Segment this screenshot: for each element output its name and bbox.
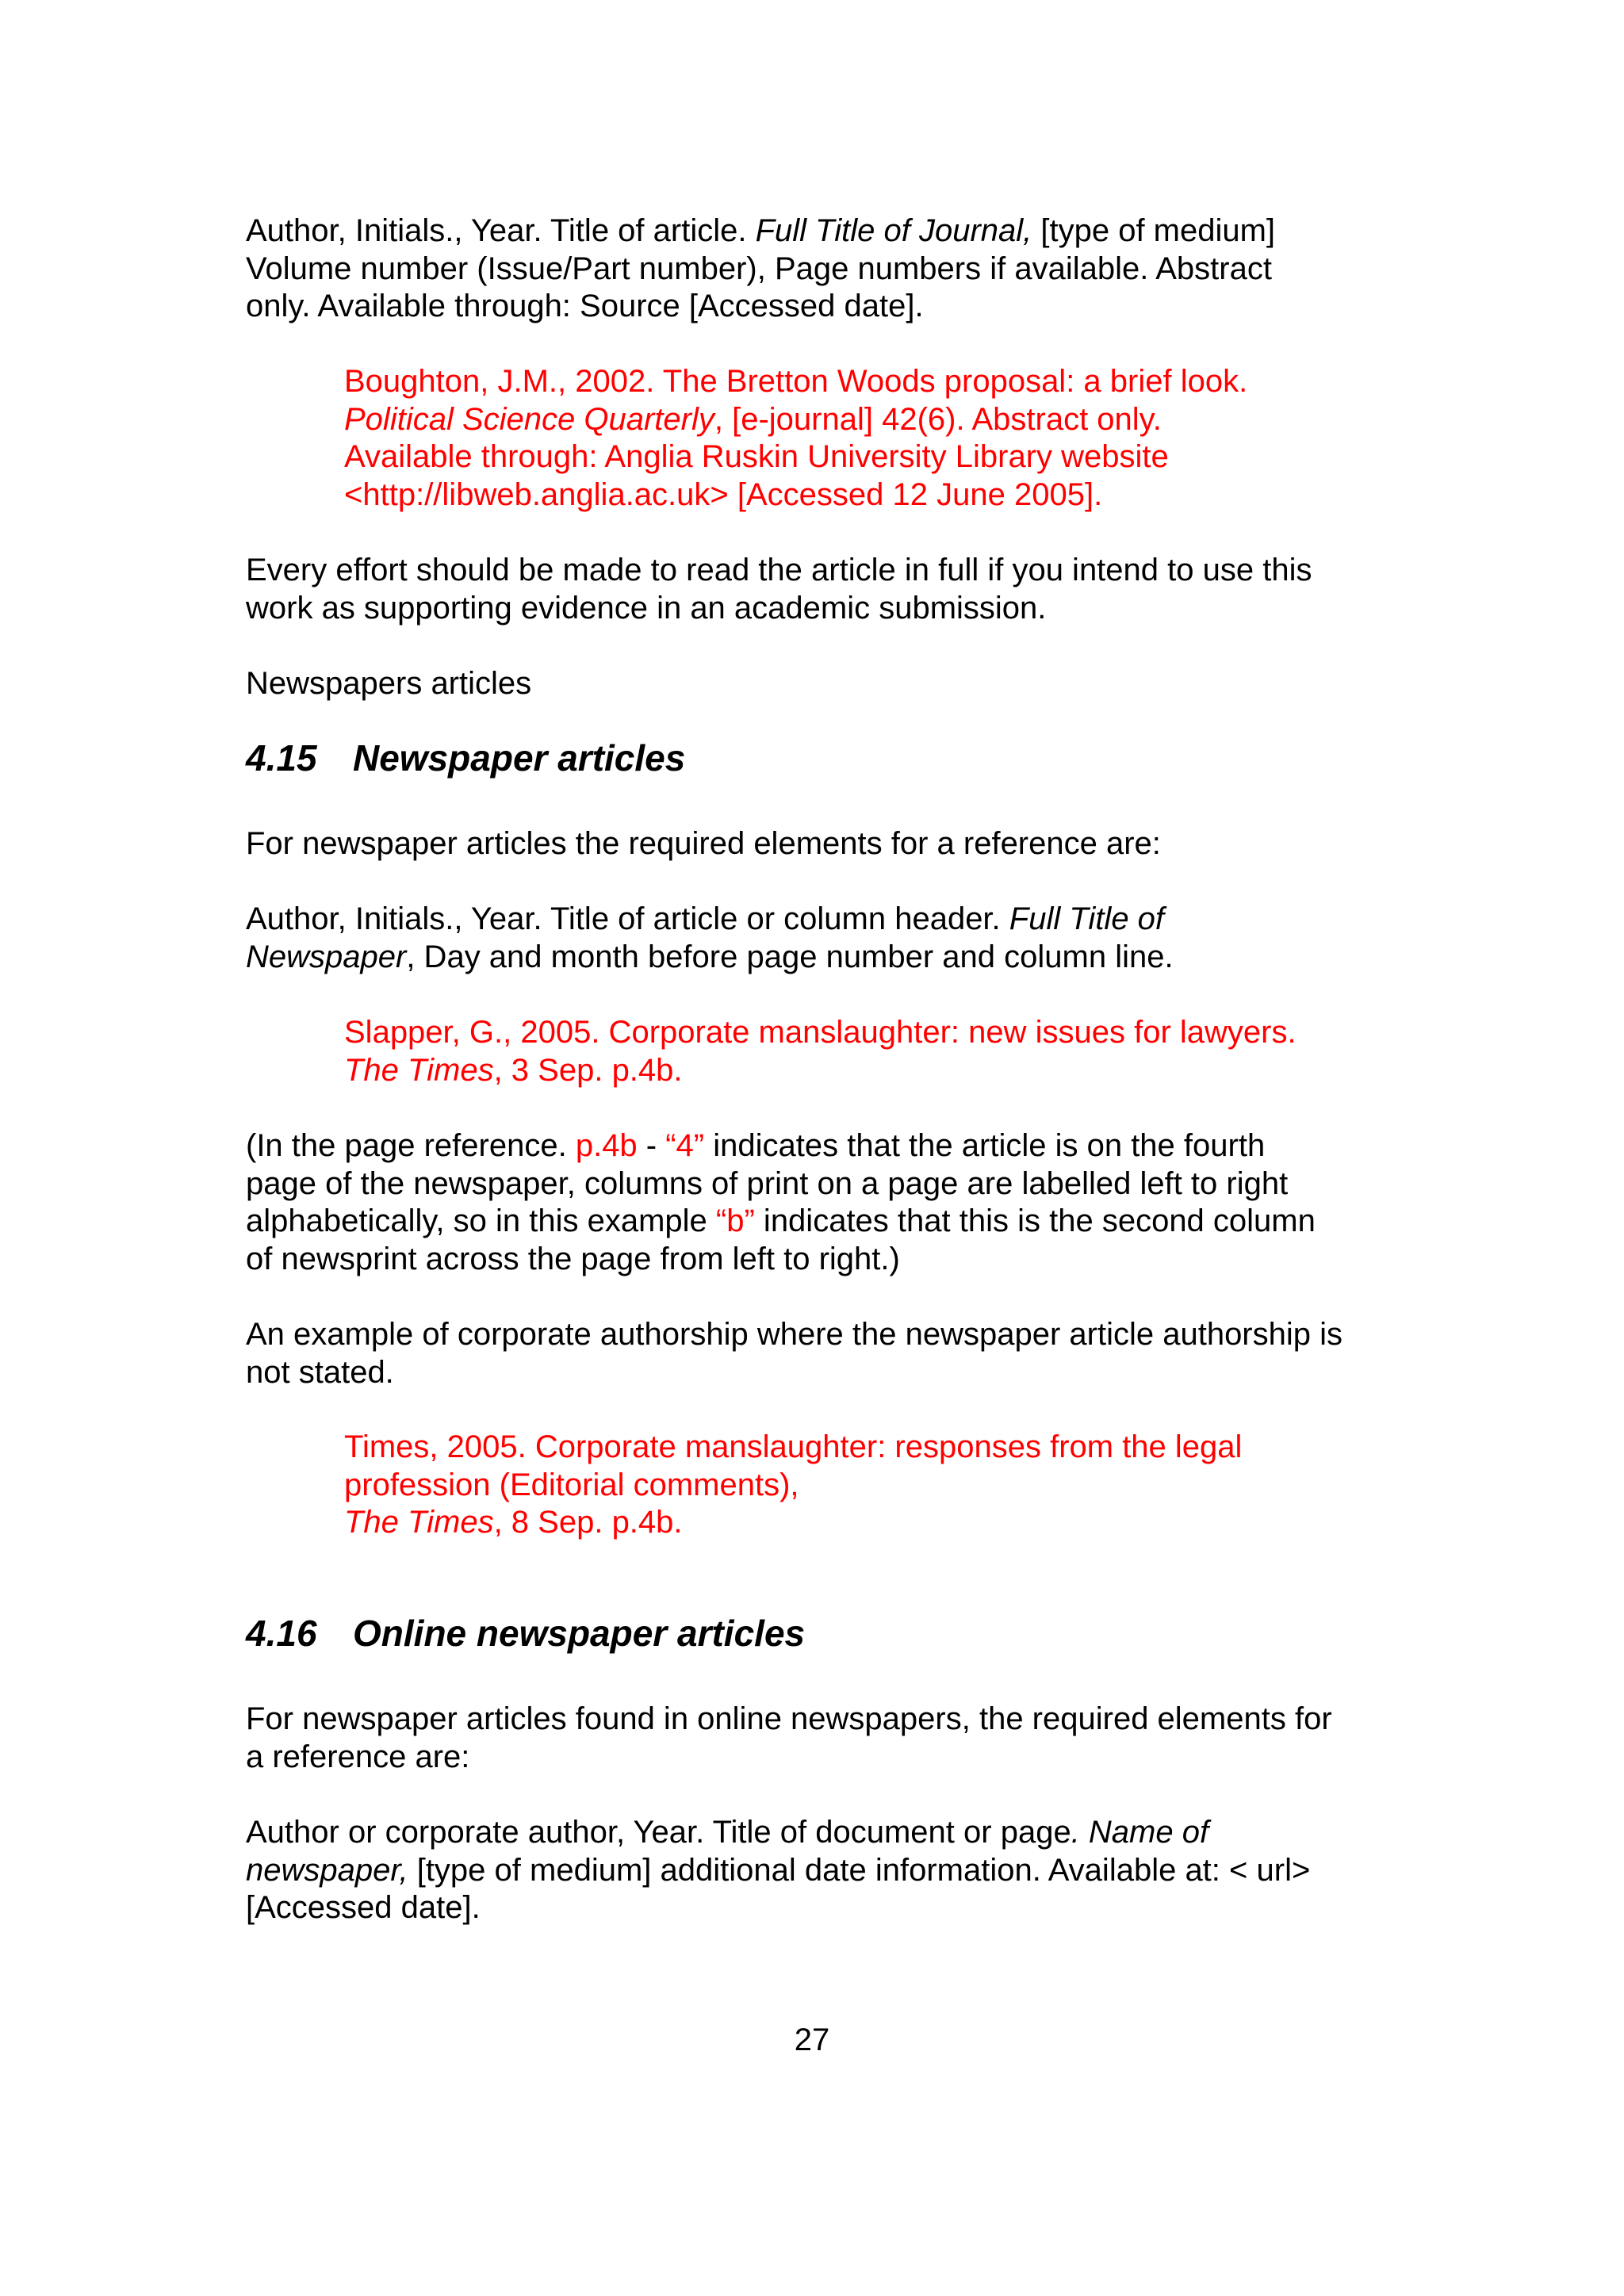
text: [type of medium]	[1032, 213, 1276, 248]
page-reference-explanation	[246, 1127, 1404, 1278]
italic-text: The Times	[344, 1052, 494, 1088]
example-reference-times	[344, 1429, 1502, 1542]
format-line: Volume number (Issue/Part number), Page numbers if available. Abstract	[246, 251, 1272, 286]
format-line	[246, 1814, 1404, 1852]
section-title: Newspaper articles	[353, 737, 686, 779]
reference-line	[344, 1504, 1502, 1542]
corporate-authorship-paragraph	[246, 1316, 1404, 1391]
format-line	[246, 939, 1404, 977]
paragraph-line	[246, 1203, 1404, 1241]
format-line	[246, 901, 1404, 939]
text: , Day and month before page number and column line.	[406, 939, 1174, 974]
paragraph-line: For newspaper articles found in online newspapers, the required elements for	[246, 1701, 1332, 1736]
italic-text: newspaper,	[246, 1852, 408, 1888]
reference-line: Available through: Anglia Ruskin University Library website	[344, 439, 1169, 474]
format-line	[246, 1852, 1404, 1890]
reference-line: Slapper, G., 2005. Corporate manslaughter: new issues for lawyers.	[344, 1015, 1297, 1050]
text: , [e-journal] 42(6). Abstract only.	[714, 401, 1162, 437]
reference-line: Times, 2005. Corporate manslaughter: responses from the legal	[344, 1429, 1243, 1464]
text: indicates that this is the second column	[754, 1203, 1316, 1238]
newspaper-intro-paragraph: For newspaper articles the required elements for a reference are:	[246, 826, 1161, 861]
example-reference-boughton	[344, 363, 1502, 514]
text: (In the page reference.	[246, 1128, 576, 1163]
italic-text: The Times	[344, 1505, 494, 1540]
paragraph-line: not stated.	[246, 1354, 394, 1390]
reference-line: Boughton, J.M., 2002. The Bretton Woods proposal: a brief look.	[344, 364, 1248, 399]
format-line: only. Available through: Source [Accessed date].	[246, 289, 924, 323]
italic-text: Full Title of	[1009, 901, 1165, 936]
italic-text: Full Title of Journal,	[755, 213, 1032, 248]
text: , 3 Sep. p.4b.	[493, 1052, 683, 1088]
section-number: 4.16	[246, 1613, 317, 1654]
newspaper-format	[246, 901, 1404, 976]
online-newspaper-intro	[246, 1701, 1404, 1776]
italic-text: Political Science Quarterly	[344, 401, 714, 437]
highlighted-text: p.4b	[575, 1128, 638, 1163]
example-reference-slapper	[344, 1014, 1502, 1089]
italic-text: . Name of	[1071, 1815, 1209, 1850]
highlighted-text: “4”	[665, 1128, 705, 1163]
text: Author or corporate author, Year. Title of document or page	[246, 1815, 1071, 1850]
reference-line	[344, 1052, 1502, 1090]
italic-text: Newspaper	[246, 939, 407, 974]
text: Author, Initials., Year. Title of article.	[246, 213, 756, 248]
paragraph-line	[246, 1127, 1404, 1165]
read-in-full-paragraph	[246, 552, 1404, 627]
highlighted-text: “b”	[715, 1203, 755, 1238]
section-heading-4-15	[246, 736, 685, 780]
format-line	[246, 212, 1404, 251]
journal-abstract-format	[246, 212, 1404, 326]
text: alphabetically, so in this example	[246, 1203, 716, 1238]
paragraph-line: a reference are:	[246, 1739, 470, 1774]
paragraph-line: page of the newspaper, columns of print on a page are labelled left to right	[246, 1165, 1289, 1201]
paragraph-line: Every effort should be made to read the article in full if you intend to use this	[246, 553, 1312, 587]
newspapers-articles-label: Newspapers articles	[246, 666, 532, 701]
reference-line	[344, 401, 1502, 439]
reference-line: profession (Editorial comments),	[344, 1467, 799, 1502]
paragraph-line: of newsprint across the page from left to right.)	[246, 1241, 900, 1276]
online-newspaper-format	[246, 1814, 1404, 1927]
paragraph-line: work as supporting evidence in an academic submission.	[246, 590, 1047, 626]
text: indicates that the article is on the fourth	[704, 1128, 1266, 1163]
section-heading-4-16	[246, 1611, 805, 1655]
paragraph-line: An example of corporate authorship where the newspaper article authorship is	[246, 1317, 1343, 1352]
text: [type of medium] additional date information. Available at: < url>	[408, 1852, 1311, 1888]
page-number: 27	[794, 2022, 830, 2057]
text: Author, Initials., Year. Title of article or column header.	[246, 901, 1009, 936]
section-number: 4.15	[246, 737, 317, 779]
format-line: [Accessed date].	[246, 1890, 481, 1925]
text: , 8 Sep. p.4b.	[493, 1505, 683, 1540]
reference-line: <http://libweb.anglia.ac.uk> [Accessed 12 June 2005].	[344, 476, 1103, 512]
section-title: Online newspaper articles	[353, 1613, 806, 1654]
text: -	[637, 1128, 666, 1163]
